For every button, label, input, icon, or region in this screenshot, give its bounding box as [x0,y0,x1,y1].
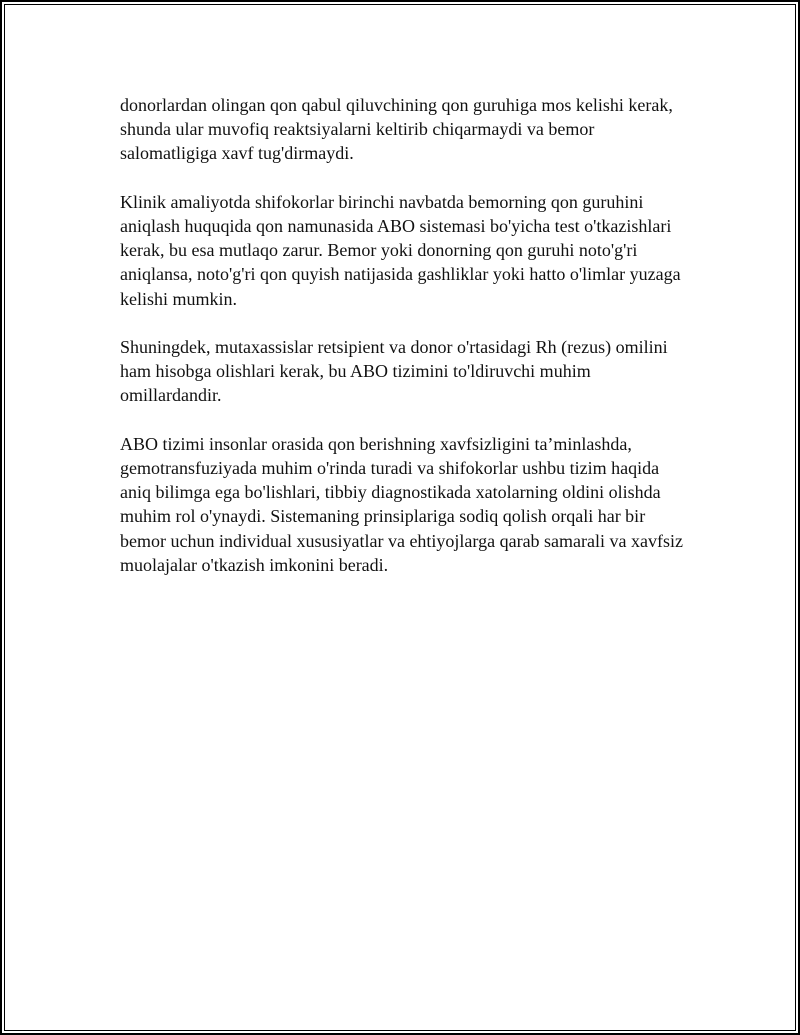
paragraph-1: donorlardan olingan qon qabul qiluvchining qon guruhiga mos kelishi kerak, shunda ular muvofiq reaktsiyalarni keltirib chiqarmaydi va bemor salomatligiga xavf tug'dirmaydi. [120,95,673,164]
paragraph-2: Klinik amaliyotda shifokorlar birinchi navbatda bemorning qon guruhini aniqlash huquqida qon namunasida ABO sistemasi bo'yicha test o'tkazishlari kerak, bu esa mutlaqo zarur. Bemor yoki donorning qon guruhi noto'g'ri aniqlansa, noto'g'ri qon quyish natijasida gashliklar yoki hatto o'limlar yuzaga kelishi mumkin. [120,191,681,309]
document-body [120,93,690,601]
paragraph-4: ABO tizimi insonlar orasida qon berishning xavfsizligini ta’minlashda, gemotransfuziyada muhim o'rinda turadi va shifokorlar ushbu tizim haqida aniq bilimga ega bo'lishlari, tibbiy diagnostikada xatolarning oldini olishda muhim rol o'ynaydi. Sistemaning prinsiplariga sodiq qolish orqali har bir bemor uchun individual xususiyatlar va ehtiyojlarga qarab samarali va xavfsiz muolajalar o'tkazish imkonini beradi. [120,433,683,575]
paragraph-3: Shuningdek, mutaxassislar retsipient va donor o'rtasidagi Rh (rezus) omilini ham hisobga olishlari kerak, bu ABO tizimini to'ldiruvchi muhim omillardandir. [120,337,668,406]
